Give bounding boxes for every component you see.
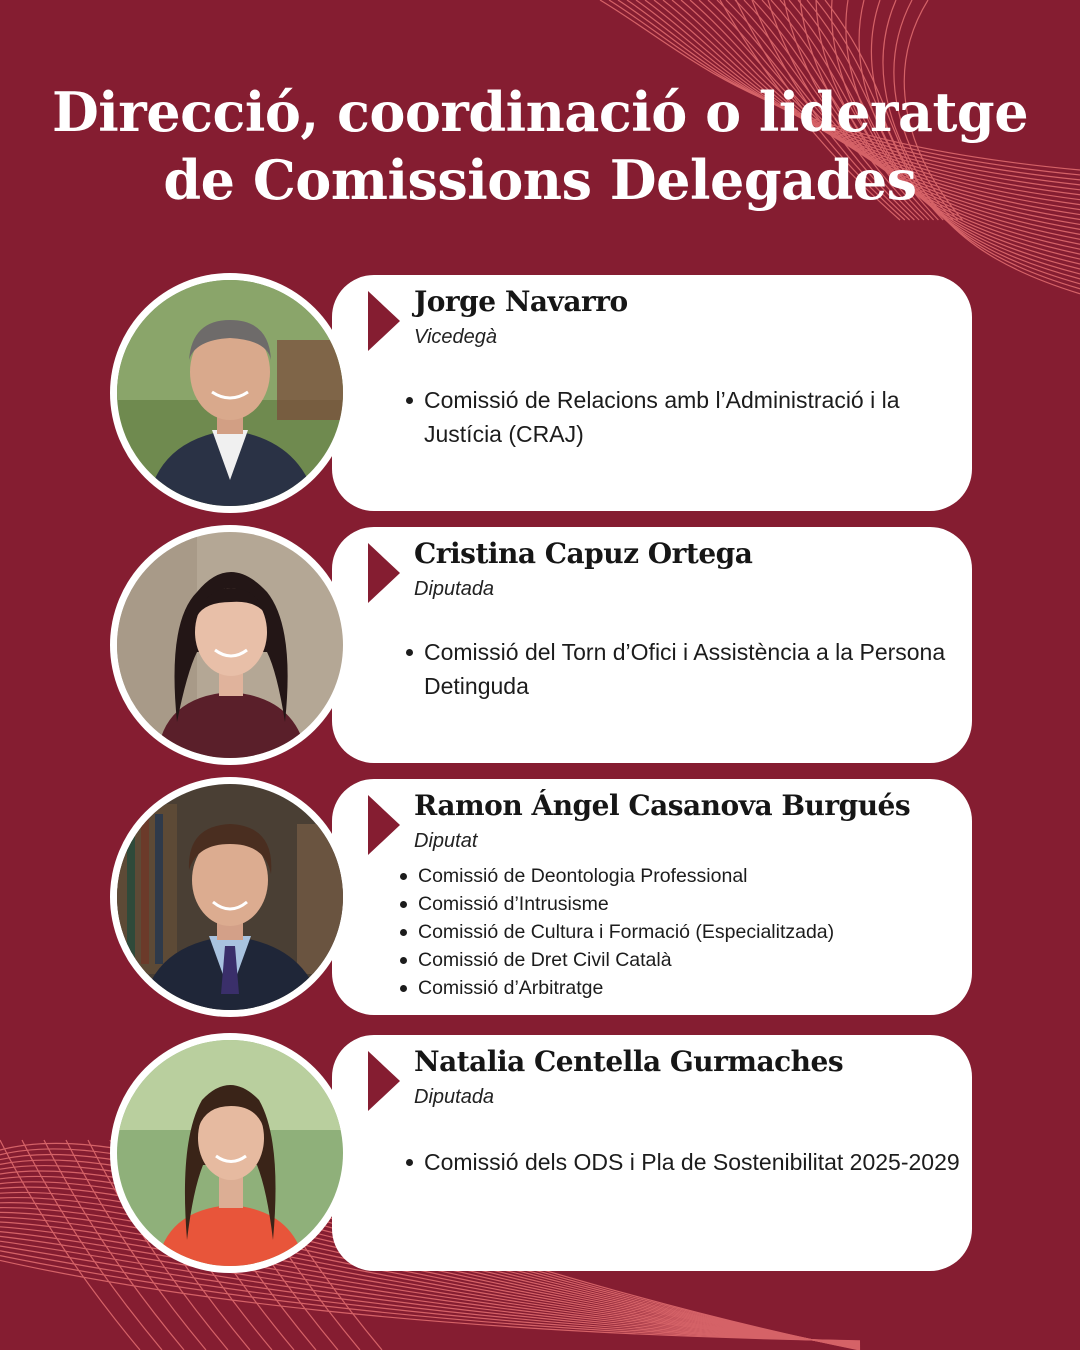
committee-list [394,862,954,1002]
committee-list [400,1145,960,1179]
member-photo [117,784,343,1010]
member-photo-frame [110,1033,350,1273]
member-card-4 [110,1035,972,1271]
member-name: Ramon Ángel Casanova Burgués [414,789,911,822]
committee-item: Comissió del Torn d’Ofici i Assistència a la Persona Detinguda [400,635,960,703]
member-role: Diputada [414,578,495,600]
arrow-marker-icon [368,543,400,603]
arrow-marker-icon [368,795,400,855]
member-photo [117,1040,343,1266]
member-card-1 [110,275,972,511]
wave-line [0,1260,860,1340]
committee-item: Comissió de Dret Civil Català [394,946,954,974]
committee-item: Comissió de Relacions amb l’Administració i la Justícia (CRAJ) [400,383,960,451]
member-role: Diputada [414,1086,495,1108]
committee-list [400,635,960,703]
member-role: Diputat [414,830,478,852]
page-title-line-1: Direcció, coordinació o lideratge [51,80,1029,144]
committee-item: Comissió d’Arbitratge [394,974,954,1002]
committee-item: Comissió d’Intrusisme [394,890,954,918]
page-title [0,78,1080,214]
member-photo-frame [110,777,350,1017]
committee-item: Comissió de Cultura i Formació (Especialitzada) [394,918,954,946]
member-photo [117,280,343,506]
member-card-2 [110,527,972,763]
member-role: Vicedegà [414,326,498,348]
member-photo-frame [110,273,350,513]
page-title-line-2: de Comissions Delegades [163,148,917,212]
committee-item: Comissió dels ODS i Pla de Sostenibilitat 2025-2029 [400,1145,960,1179]
member-name: Cristina Capuz Ortega [414,537,753,570]
committee-item: Comissió de Deontologia Professional [394,862,954,890]
member-name: Jorge Navarro [414,285,628,318]
member-card-3 [110,779,972,1015]
arrow-marker-icon [368,291,400,351]
arrow-marker-icon [368,1051,400,1111]
member-photo-frame [110,525,350,765]
member-name: Natalia Centella Gurmaches [414,1045,844,1078]
member-photo [117,532,343,758]
committee-list [400,383,960,451]
